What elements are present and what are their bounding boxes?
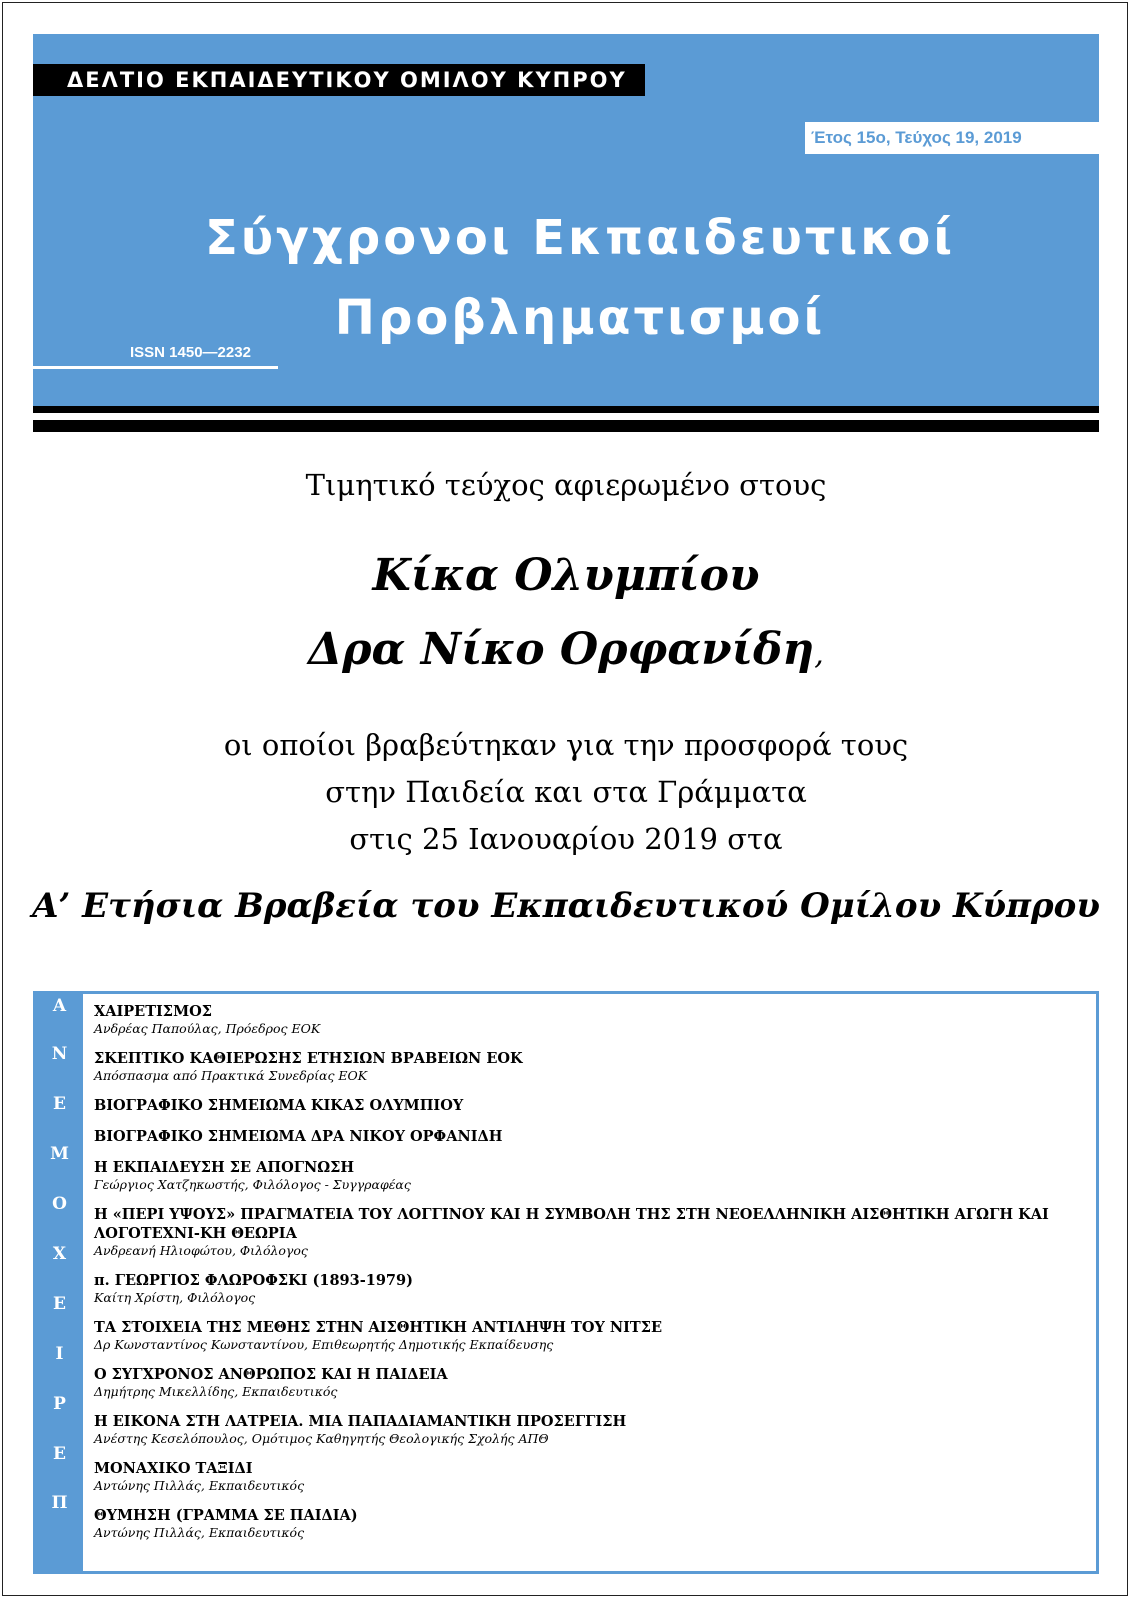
toc-sidebar-letter: Ρ bbox=[53, 1394, 66, 1414]
toc-sidebar-letter: Χ bbox=[52, 1244, 67, 1264]
toc-entry-title: Η ΕΙΚΟΝΑ ΣΤΗ ΛΑΤΡΕΙΑ. ΜΙΑ ΠΑΠΑΔΙΑΜΑΝΤΙΚΗ ΠΡΟΣΕΓΓΙΣΗ bbox=[94, 1413, 627, 1430]
reason-line-3: στις 25 Ιανουαρίου 2019 στα bbox=[349, 822, 783, 856]
toc-entry-title: ΤΑ ΣΤΟΙΧΕΙΑ ΤΗΣ ΜΕΘΗΣ ΣΤΗΝ ΑΙΣΘΗΤΙΚΗ ΑΝΤΙΛΗΨΗ ΤΟΥ ΝΙΤΣΕ bbox=[94, 1319, 662, 1336]
toc-entry-title: Η «ΠΕΡΙ ΥΨΟΥΣ» ΠΡΑΓΜΑΤΕΙΑ ΤΟΥ ΛΟΓΓΙΝΟΥ ΚΑΙ Η ΣΥΜΒΟΛΗ ΤΗΣ ΣΤΗ ΝΕΟΕΛΛΗΝΙΚΗ ΑΙΣΘΗΤΙΚΗ ΑΓΩΓΗ ΚΑΙ ΛΟΓΟΤΕΧΝΙ-ΚΗ ΘΕΩΡΙΑ bbox=[94, 1206, 1049, 1242]
journal-title-line-2: Προβληματισμοί bbox=[334, 290, 826, 346]
toc-entry bbox=[94, 1271, 1084, 1306]
toc-entry-title: ΧΑΙΡΕΤΙΣΜΟΣ bbox=[94, 1003, 212, 1020]
toc-entry bbox=[94, 1096, 1084, 1115]
journal-title-line-1: Σύγχρονοι Εκπαιδευτικοί bbox=[204, 210, 956, 266]
header-rule-thick bbox=[33, 420, 1099, 432]
toc-entry bbox=[94, 1049, 1084, 1084]
issue-info: Έτος 15ο, Τεύχος 19, 2019 bbox=[805, 122, 1099, 154]
toc-entry-author: Ανδρεανή Ηλιοφώτου, Φιλόλογος bbox=[94, 1243, 308, 1258]
reason-line-1: οι οποίοι βραβεύτηκαν για την προσφορά τους bbox=[223, 728, 909, 762]
toc-sidebar-letter: Ν bbox=[51, 1044, 68, 1064]
toc-entry-title: Ο ΣΥΓΧΡΟΝΟΣ ΑΝΘΡΩΠΟΣ ΚΑΙ Η ΠΑΙΔΕΙΑ bbox=[94, 1366, 448, 1383]
header-rule-thin bbox=[33, 406, 1099, 413]
toc-entry-author: Ανδρέας Παπούλας, Πρόεδρος ΕΟΚ bbox=[94, 1021, 321, 1036]
toc-entry bbox=[94, 1506, 1084, 1541]
toc-entry bbox=[94, 1318, 1084, 1353]
toc-entry-title: ΘΥΜΗΣΗ (ΓΡΑΜΜΑ ΣΕ ΠΑΙΔΙΑ) bbox=[94, 1507, 358, 1524]
toc-list bbox=[94, 1002, 1084, 1553]
toc-entry-author: Γεώργιος Χατζηκωστής, Φιλόλογος - Συγγραφέας bbox=[94, 1177, 411, 1192]
toc-entry bbox=[94, 1459, 1084, 1494]
toc-sidebar-letter: Ε bbox=[53, 1444, 66, 1464]
toc-entry bbox=[94, 1127, 1084, 1146]
honoree-2-punct: , bbox=[814, 637, 824, 672]
toc-sidebar-letter: Ε bbox=[53, 1294, 66, 1314]
issn-underline bbox=[33, 366, 278, 369]
toc-entry-title: ΜΟΝΑΧΙΚΟ ΤΑΞΙΔΙ bbox=[94, 1460, 253, 1477]
toc-entry-title: ΣΚΕΠΤΙΚΟ ΚΑΘΙΕΡΩΣΗΣ ΕΤΗΣΙΩΝ ΒΡΑΒΕΙΩΝ ΕΟΚ bbox=[94, 1050, 523, 1067]
toc-sidebar bbox=[36, 994, 83, 1571]
toc-entry-author: Καίτη Χρίστη, Φιλόλογος bbox=[94, 1290, 256, 1305]
toc-entry-author: Ανέστης Κεσελόπουλος, Ομότιμος Καθηγητής Θεολογικής Σχολής ΑΠΘ bbox=[94, 1431, 549, 1446]
toc-entry-title: π. ΓΕΩΡΓΙΟΣ ΦΛΩΡΟΦΣΚΙ (1893-1979) bbox=[94, 1272, 413, 1289]
toc-entry bbox=[94, 1412, 1084, 1447]
toc-entry-author: Δημήτρης Μικελλίδης, Εκπαιδευτικός bbox=[94, 1384, 338, 1399]
journal-title bbox=[80, 198, 1080, 358]
toc-sidebar-letter: Π bbox=[51, 1493, 68, 1513]
toc-entry bbox=[94, 1205, 1084, 1259]
toc-sidebar-letter: Ε bbox=[53, 1094, 66, 1114]
dedication-intro: Τιμητικό τεύχος αφιερωμένο στους bbox=[305, 468, 827, 502]
toc-sidebar-letter: Ο bbox=[52, 1194, 67, 1214]
toc-sidebar-letter: Μ bbox=[50, 1144, 69, 1164]
toc-entry-author: Απόσπασμα από Πρακτικά Συνεδρίας ΕΟΚ bbox=[94, 1068, 368, 1083]
toc-entry-author: Δρ Κωνσταντίνος Κωνσταντίνου, Επιθεωρητής Δημοτικής Εκπαίδευσης bbox=[94, 1337, 554, 1352]
honoree-2-name: Δρα Νίκο Ορφανίδη bbox=[308, 624, 815, 675]
table-of-contents bbox=[33, 991, 1099, 1574]
toc-sidebar-letter: Ι bbox=[55, 1344, 64, 1364]
honoree-2 bbox=[0, 624, 1132, 675]
toc-entry bbox=[94, 1002, 1084, 1037]
honoree-1: Κίκα Ολυμπίου bbox=[372, 550, 760, 601]
issn: ISSN 1450—2232 bbox=[130, 344, 251, 361]
toc-entry-author: Αντώνης Πιλλάς, Εκπαιδευτικός bbox=[94, 1525, 305, 1540]
toc-sidebar-letter: Α bbox=[52, 996, 67, 1016]
toc-entry-title: Η ΕΚΠΑΙΔΕΥΣΗ ΣΕ ΑΠΟΓΝΩΣΗ bbox=[94, 1159, 355, 1176]
toc-entry bbox=[94, 1365, 1084, 1400]
awards-title: Α’ Ετήσια Βραβεία του Εκπαιδευτικού Ομίλου Κύπρου bbox=[32, 886, 1100, 926]
toc-entry-author: Αντώνης Πιλλάς, Εκπαιδευτικός bbox=[94, 1478, 305, 1493]
toc-entry bbox=[94, 1158, 1084, 1193]
dedication-reason bbox=[0, 722, 1132, 863]
org-name-bar: ΔΕΛΤΙΟ ΕΚΠΑΙΔΕΥΤΙΚΟΥ ΟΜΙΛΟΥ ΚΥΠΡΟΥ bbox=[33, 64, 645, 96]
reason-line-2: στην Παιδεία και στα Γράμματα bbox=[325, 775, 807, 809]
toc-entry-title: ΒΙΟΓΡΑΦΙΚΟ ΣΗΜΕΙΩΜΑ ΚΙΚΑΣ ΟΛΥΜΠΙΟΥ bbox=[94, 1097, 464, 1114]
toc-entry-title: ΒΙΟΓΡΑΦΙΚΟ ΣΗΜΕΙΩΜΑ ΔΡΑ ΝΙΚΟΥ ΟΡΦΑΝΙΔΗ bbox=[94, 1128, 503, 1145]
